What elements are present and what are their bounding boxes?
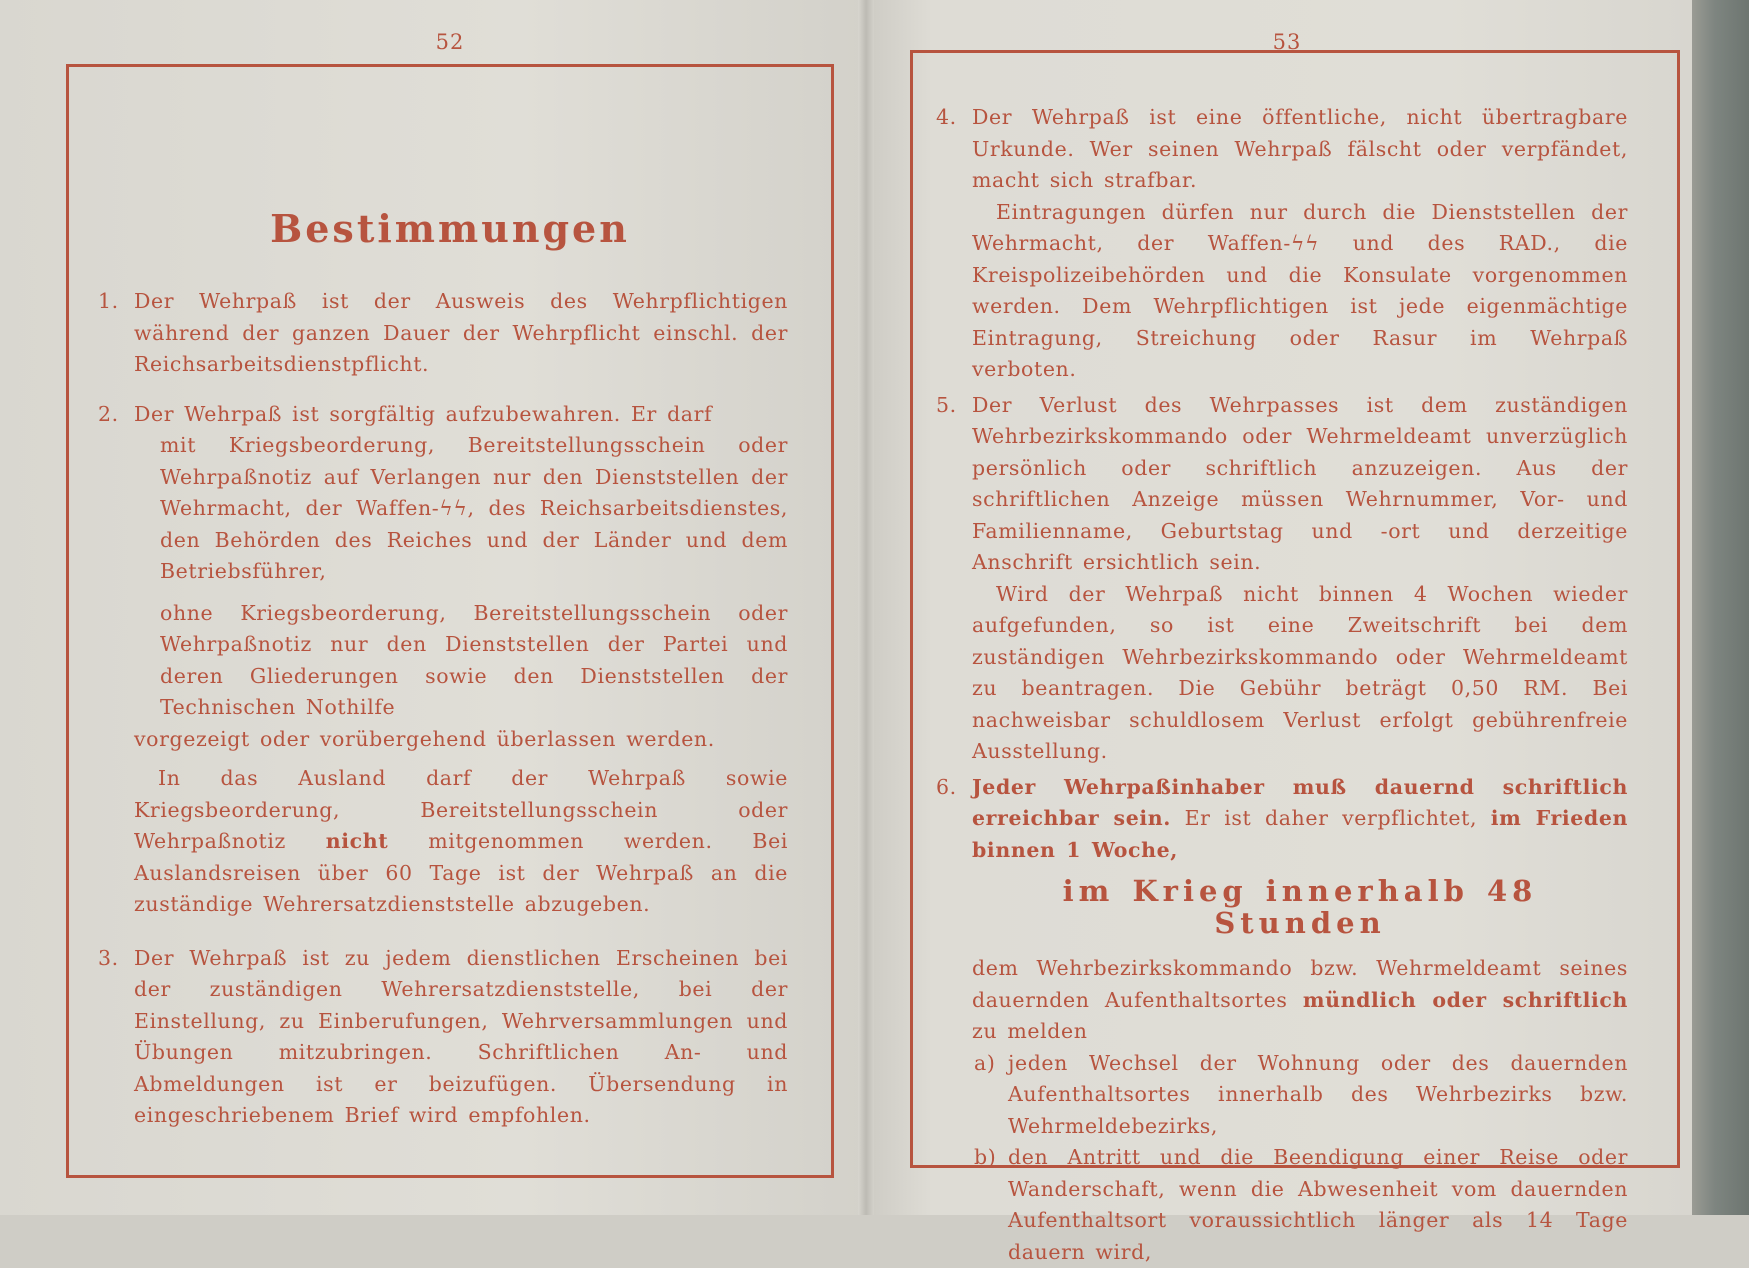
book-cover-edge: [1692, 0, 1749, 1215]
rule-number: 6.: [936, 772, 957, 804]
rule-item-6: [936, 772, 1628, 1268]
rule-item-4: [936, 102, 1628, 386]
rule-number: 5.: [936, 390, 957, 422]
rule-text: Der Wehrpaß ist eine öffentliche, nicht übertragbare Urkunde. Wer seinen Wehrpaß fälscht oder verpfändet, macht sich strafbar.: [972, 102, 1628, 197]
rule-number: 4.: [936, 102, 957, 134]
rule-item-3: [98, 943, 788, 1132]
rule-text: Der Wehrpaß ist zu jedem dienstlichen Erscheinen bei der zuständigen Wehrersatzdienststelle, bei der Einstellung, zu Einberufungen, Wehrversammlungen und Übungen mitzubringen. Schriftlichen An- und Abmeldungen ist er beizufügen. Übersendung in eingeschriebenem Brief wird empfohlen.: [134, 943, 788, 1132]
sub-item-a: [972, 1048, 1628, 1143]
right-page-body: [936, 102, 1628, 1268]
page-title: Bestimmungen: [66, 206, 834, 251]
rule-text-2: Wird der Wehrpaß nicht binnen 4 Wochen wieder aufgefunden, so ist eine Zweitschrift bei dem zuständigen Wehrbezirkskommando oder Wehrmeldeamt zu beantragen. Die Gebühr beträgt 0,50 RM. Bei nachweisbar schuldlosem Verlust erfolgt gebührenfreie Ausstellung.: [972, 579, 1628, 768]
rule-continuation: dem Wehrbezirkskommando bzw. Wehrmeldeamt seines dauernden Aufenthaltsortes mündlich oder schriftlich zu melden: [972, 953, 1628, 1048]
rule-abroad: In das Ausland darf der Wehrpaß sowie Kriegsbeorderung, Bereitstellungsschein oder Wehrpaßnotiz nicht mitgenommen werden. Bei Auslandsreisen über 60 Tage ist der Wehrpaß an die zuständige Wehrersatzdienststelle abzugeben.: [134, 763, 788, 921]
page-number-left: 52: [410, 30, 490, 54]
rule-text: Der Wehrpaß ist der Ausweis des Wehrpflichtigen während der ganzen Dauer der Wehrpflicht einschl. der Reichsarbeitsdienstpflicht.: [134, 286, 788, 381]
sub-item-text: jeden Wechsel der Wohnung oder des dauernden Aufenthaltsortes innerhalb des Wehrbezirks bzw. Wehrmeldebezirks,: [1008, 1048, 1628, 1143]
sub-item-letter: a): [974, 1048, 995, 1080]
rule-number: 2.: [98, 399, 119, 431]
rule-item-1: [98, 286, 788, 381]
rule-subtext-without: ohne Kriegsbeorderung, Bereitstellungsschein oder Wehrpaßnotiz nur den Dienststellen der Partei und deren Gliederungen sowie den Dienststellen der Technischen Nothilfe: [134, 598, 788, 724]
rule-closing: vorgezeigt oder vorübergehend überlassen werden.: [134, 724, 788, 756]
rule-text: Der Wehrpaß ist sorgfältig aufzubewahren. Er darf: [134, 399, 788, 431]
rule-item-2: [98, 399, 788, 921]
page-number-right: 53: [1247, 30, 1327, 54]
rule-item-5: [936, 390, 1628, 768]
book-spine: [858, 0, 874, 1215]
rule-subtext-with: mit Kriegsbeorderung, Bereitstellungsschein oder Wehrpaßnotiz auf Verlangen nur den Dienststellen der Wehrmacht, der Waffen-ϟϟ, des Reichsarbeitsdienstes, den Behörden des Reiches und der Länder und dem Betriebsführer,: [134, 430, 788, 588]
sub-item-letter: b): [974, 1142, 996, 1174]
sub-item-text: den Antritt und die Beendigung einer Reise oder Wanderschaft, wenn die Abwesenheit vom dauernden Aufenthaltsort voraussichtlich länger als 14 Tage dauern wird,: [1008, 1142, 1628, 1268]
rule-text-2: Eintragungen dürfen nur durch die Dienststellen der Wehrmacht, der Waffen-ϟϟ und des RAD., die Kreispolizeibehörden und die Konsulate vorgenommen werden. Dem Wehrpflichtigen ist jede eigenmächtige Eintragung, Streichung oder Rasur im Wehrpaß verboten.: [972, 197, 1628, 386]
left-page-body: [98, 286, 788, 1132]
rule-number: 1.: [98, 286, 119, 318]
sub-item-b: [972, 1142, 1628, 1268]
emphasis-line: im Krieg innerhalb 48 Stunden: [972, 876, 1628, 939]
rule-text: Jeder Wehrpaßinhaber muß dauernd schriftlich erreichbar sein. Er ist daher verpflichtet, im Frieden binnen 1 Woche,: [972, 772, 1628, 867]
rule-text: Der Verlust des Wehrpasses ist dem zuständigen Wehrbezirkskommando oder Wehrmeldeamt unverzüglich persönlich oder schriftlich anzuzeigen. Aus der schriftlichen Anzeige müssen Wehrnummer, Vor- und Familienname, Geburtstag und -ort und derzeitige Anschrift ersichtlich sein.: [972, 390, 1628, 579]
rule-number: 3.: [98, 943, 119, 975]
